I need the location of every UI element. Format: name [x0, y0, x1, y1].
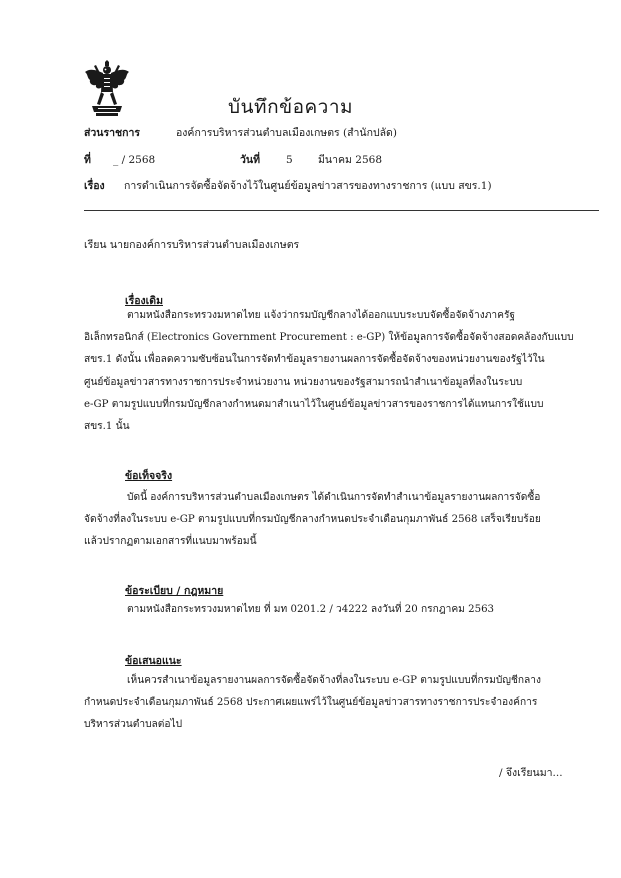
- ref-row: [84, 153, 91, 167]
- regulations-paragraph: [84, 599, 494, 621]
- background-paragraph: [84, 305, 574, 438]
- date-label-wrap: [240, 153, 260, 167]
- recommendation-paragraph: [84, 670, 541, 737]
- closing-continuation: / จึงเรียนมา...: [499, 767, 563, 779]
- facts-line: แล้วปรากฏตามเอกสารที่แนบมาพร้อมนี้: [84, 536, 257, 548]
- department-value: องค์การบริหารส่วนตำบลเมืองเกษตร (สำนักปลัด): [176, 127, 397, 139]
- facts-paragraph: [84, 487, 541, 554]
- recommendation-line: กำหนดประจำเดือนกุมภาพันธ์ 2568 ประกาศเผยแพร่ไว้ในศูนย์ข้อมูลข่าวสารทางราชการประจำองค์การ: [84, 697, 538, 709]
- salutation: เรียน นายกองค์การบริหารส่วนตำบลเมืองเกษตร: [84, 239, 300, 251]
- background-line: สขร.1 นั้น: [84, 421, 130, 433]
- ref-value: _ / 2568: [113, 154, 156, 166]
- department-row: [84, 126, 140, 140]
- recommendation-heading: ข้อเสนอแนะ: [125, 655, 182, 667]
- background-line: อิเล็กทรอนิกส์ (Electronics Government Procurement : e-GP) ให้ข้อมูลการจัดซื้อจัดจ้างสอดคล้องกับแบบ: [84, 332, 574, 344]
- subject-label: เรื่อง: [84, 180, 105, 192]
- facts-heading: ข้อเท็จจริง: [125, 470, 173, 482]
- background-heading: เรื่องเดิม: [125, 295, 163, 307]
- facts-line: บัดนี้ องค์การบริหารส่วนตำบลเมืองเกษตร ได้ดำเนินการจัดทำสำเนาข้อมูลรายงานผลการจัดซื้อ: [127, 492, 541, 503]
- recommendation-line: บริหารส่วนตำบลต่อไป: [84, 719, 183, 731]
- date-month-year: มีนาคม 2568: [318, 154, 382, 166]
- department-label: ส่วนราชการ: [84, 127, 141, 139]
- regulations-line: ตามหนังสือกระทรวงมหาดไทย ที่ มท 0201.2 / ว4222 ลงวันที่ 20 กรกฎาคม 2563: [127, 604, 495, 615]
- ref-label: ที่: [84, 154, 91, 166]
- background-line: สขร.1 ดังนั้น เพื่อลดความซับซ้อนในการจัดทำข้อมูลรายงานผลการจัดซื้อจัดจ้างของหน่วยงานของรัฐไว้ใน: [84, 354, 545, 366]
- subject-row: [84, 179, 105, 193]
- date-day: 5: [286, 154, 293, 166]
- facts-line: จัดจ้างที่ลงในระบบ e-GP ตามรูปแบบที่กรมบัญชีกลางกำหนดประจำเดือนกุมภาพันธ์ 2568 เสร็จเรียบร้อย: [84, 514, 541, 526]
- header-divider: [84, 210, 599, 211]
- background-line: ศูนย์ข้อมูลข่าวสารทางราชการประจำหน่วยงาน หน่วยงานของรัฐสามารถนำสำเนาข้อมูลที่ลงในระบบ: [84, 376, 523, 388]
- date-label: วันที่: [240, 154, 260, 166]
- memo-title: บันทึกข้อความ: [228, 96, 354, 118]
- recommendation-line: เห็นควรสำเนาข้อมูลรายงานผลการจัดซื้อจัดจ้างที่ลงในระบบ e-GP ตามรูปแบบที่กรมบัญชีกลาง: [127, 675, 541, 686]
- regulations-heading: ข้อระเบียบ / กฎหมาย: [125, 585, 224, 597]
- garuda-emblem-icon: [84, 60, 130, 118]
- background-line: ตามหนังสือกระทรวงมหาดไทย แจ้งว่ากรมบัญชีกลางได้ออกแบบระบบจัดซื้อจัดจ้างภาครัฐ: [127, 310, 516, 321]
- subject-value: การดำเนินการจัดซื้อจัดจ้างไว้ในศูนย์ข้อมูลข่าวสารของทางราชการ (แบบ สขร.1): [124, 180, 492, 192]
- background-line: e-GP ตามรูปแบบที่กรมบัญชีกลางกำหนดมาสำเนาไว้ในศูนย์ข้อมูลข่าวสารของราชการได้แทนการใช้แบบ: [84, 398, 544, 410]
